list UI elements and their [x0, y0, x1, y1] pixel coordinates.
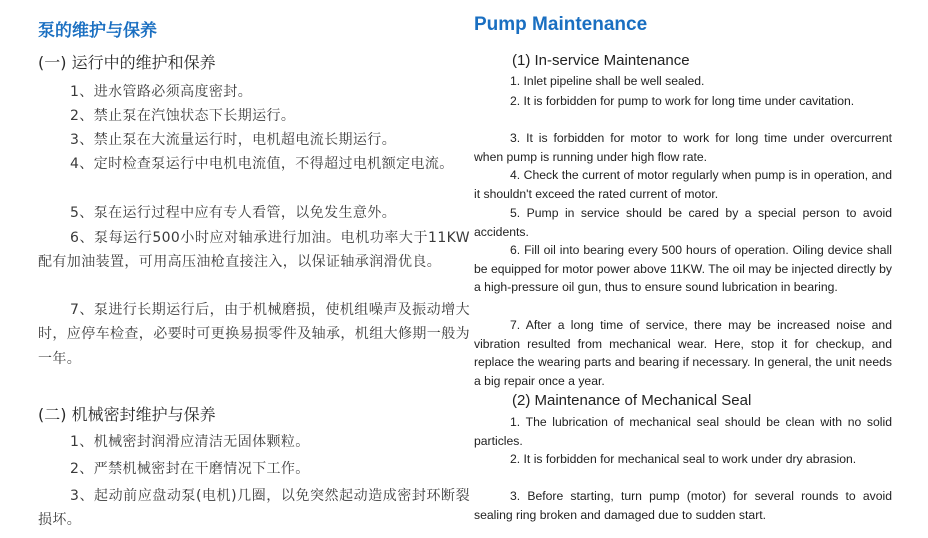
cn-item-1-1: 1、进水管路必须高度密封。 — [70, 84, 253, 100]
cn-item-1-5: 5、泵在运行过程中应有专人看管，以免发生意外。 — [70, 205, 397, 221]
section-heading-cn-1: (一) 运行中的维护和保养 — [38, 53, 216, 72]
cn-item-2-2: 2、严禁机械密封在干磨情况下工作。 — [70, 461, 310, 477]
cn-item-1-7: 7、泵进行长期运行后，由于机械磨损，使机组噪声及振动增大时，应停车检查，必要时可更换易损零件及轴承，机组大修期一般为一年。 — [38, 302, 470, 367]
en-item-1-1: 1. Inlet pipeline shall be well sealed. — [510, 74, 705, 88]
en-item-2-3: 3. Before starting, turn pump (motor) for several rounds to avoid sealing ring broken and damaged due to sudden start. — [474, 489, 892, 522]
en-item-1-7: 7. After a long time of service, there may be increased noise and vibration resulted from mechanical wear. Here, stop it for checkup, and replace the wearing parts and bearing if necessary. In general, the unit needs a big repair once a year. — [474, 318, 892, 388]
en-item-2-1: 1. The lubrication of mechanical seal should be clean with no solid particles. — [474, 415, 892, 448]
en-item-1-3: 3. It is forbidden for motor to work for long time under overcurrent when pump is running under high flow rate. — [474, 131, 892, 164]
cn-item-1-3: 3、禁止泵在大流量运行时，电机超电流长期运行。 — [70, 132, 397, 148]
page-title-cn: 泵的维护与保养 — [38, 21, 157, 41]
cn-item-2-3: 3、起动前应盘动泵(电机)几圈，以免突然起动造成密封环断裂损坏。 — [38, 488, 470, 529]
en-item-1-6: 6. Fill oil into bearing every 500 hours of operation. Oiling device shall be equipped for motor power above 11KW. The oil may be injected directly by a high-pressure oil gun, thus to ensure sound lubrication in bearing. — [474, 243, 892, 295]
cn-item-2-1: 1、机械密封润滑应清洁无固体颗粒。 — [70, 434, 310, 450]
en-item-1-5: 5. Pump in service should be cared by a special person to avoid accidents. — [474, 206, 892, 239]
en-item-1-2: 2. It is forbidden for pump to work for long time under cavitation. — [510, 94, 855, 108]
en-item-1-4: 4. Check the current of motor regularly when pump is in operation, and it shouldn't exceed the rated current of motor. — [474, 168, 892, 201]
cn-item-1-2: 2、禁止泵在汽蚀状态下长期运行。 — [70, 108, 296, 124]
section-heading-en-1: (1) In-service Maintenance — [512, 52, 690, 69]
cn-item-1-4: 4、定时检查泵运行中电机电流值，不得超过电机额定电流。 — [70, 156, 454, 172]
page-title-en: Pump Maintenance — [474, 14, 648, 35]
section-heading-en-2: (2) Maintenance of Mechanical Seal — [512, 392, 752, 409]
section-heading-cn-2: (二) 机械密封维护与保养 — [38, 405, 216, 424]
cn-item-1-6: 6、泵每运行500小时应对轴承进行加油。电机功率大于11KW配有加油装置，可用高压油枪直接注入，以保证轴承润滑优良。 — [38, 230, 470, 271]
en-item-2-2: 2. It is forbidden for mechanical seal to work under dry abrasion. — [510, 452, 857, 466]
